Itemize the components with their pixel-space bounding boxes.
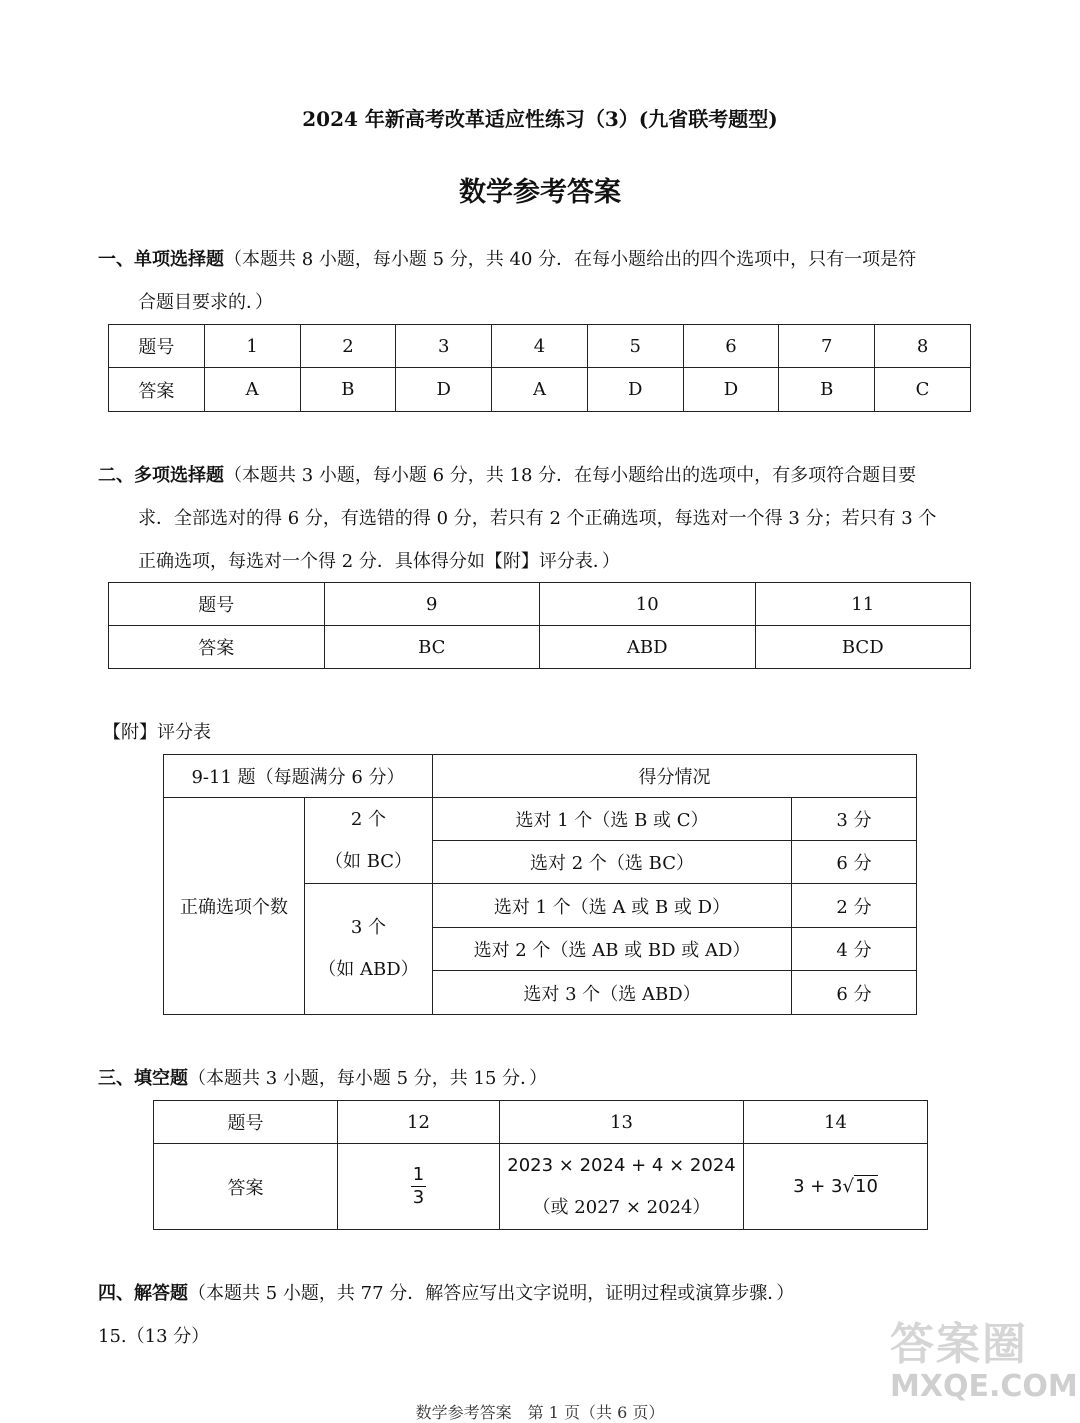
question-number: 11: [755, 583, 971, 626]
fraction-denominator: 3: [412, 1187, 425, 1208]
section2-description: [98, 454, 998, 497]
section4-description: [98, 1272, 998, 1315]
watermark-text: 答案圈: [890, 1319, 1028, 1370]
scoring-group-two-count: 2 个: [350, 808, 387, 830]
section2-desc-line3: 正确选项，每选对一个得 2 分．具体得分如【附】评分表．）: [138, 551, 620, 572]
scoring-case: 选对 1 个（选 A 或 B 或 D）: [433, 884, 792, 928]
section4-desc: （本题共 5 小题，共 77 分．解答应写出文字说明，证明过程或演算步骤．）: [188, 1283, 795, 1304]
question-number: 10: [540, 583, 756, 626]
section1-desc-line2: 合题目要求的．）: [138, 292, 273, 313]
section4-heading: 四、解答题: [98, 1283, 188, 1304]
answer-cell: BC: [324, 626, 540, 669]
appendix-label: 【附】评分表: [103, 722, 211, 743]
question-number: 6: [683, 325, 779, 368]
scoring-points: 3 分: [792, 798, 917, 841]
table-row-label: 答案: [109, 626, 325, 669]
fraction: [411, 1164, 426, 1209]
scoring-points: 4 分: [792, 928, 917, 971]
section1-description: [98, 238, 998, 281]
section2-desc-line2: 求．全部选对的得 6 分，有选错的得 0 分，若只有 2 个正确选项，每选对一个得 3 分；若只有 3 个: [138, 508, 937, 529]
scoring-table: [163, 754, 917, 1015]
question-number: 9: [324, 583, 540, 626]
question-number: 3: [396, 325, 492, 368]
scoring-head-right: 得分情况: [433, 755, 917, 798]
watermark-url: MXQE.COM: [890, 1369, 1078, 1404]
scoring-group-three-example: （如 ABD）: [318, 959, 419, 980]
answer-cell: C: [875, 368, 971, 412]
question-number: 2: [300, 325, 396, 368]
section1-desc-line1: （本题共 8 小题，每小题 5 分，共 40 分．在每小题给出的四个选项中，只有一项是符: [224, 249, 917, 270]
document-title: 2024 年新高考改革适应性练习（3）(九省联考题型): [302, 107, 778, 131]
sqrt-sign: √: [842, 1176, 854, 1197]
answer-cell: D: [587, 368, 683, 412]
scoring-case: 选对 3 个（选 ABD）: [433, 971, 792, 1015]
question-number: 4: [492, 325, 588, 368]
section3-desc: （本题共 3 小题，每小题 5 分，共 15 分．）: [188, 1068, 548, 1089]
answer-14: [744, 1144, 928, 1230]
scoring-group-three: [305, 884, 433, 1015]
fraction-numerator: 1: [412, 1164, 425, 1185]
question-number: 8: [875, 325, 971, 368]
scoring-group-two: [305, 798, 433, 884]
answer-cell: D: [396, 368, 492, 412]
scoring-head-left: 9-11 题（每题满分 6 分）: [164, 755, 433, 798]
sqrt-radicand: 10: [855, 1176, 878, 1197]
question-number: 12: [338, 1101, 500, 1144]
table-row-label: 答案: [109, 368, 205, 412]
section1-answer-table: [108, 324, 971, 412]
answer-cell: D: [683, 368, 779, 412]
scoring-points: 6 分: [792, 841, 917, 884]
question-number: 7: [779, 325, 875, 368]
table-row-label: 答案: [154, 1144, 338, 1230]
answer-cell: B: [300, 368, 396, 412]
question-number: 5: [587, 325, 683, 368]
question-number: 13: [500, 1101, 744, 1144]
scoring-points: 2 分: [792, 884, 917, 928]
section2-desc-line1: （本题共 3 小题，每小题 6 分，共 18 分．在每小题给出的选项中，有多项符合题目要: [224, 465, 917, 486]
answer-14-expression: [793, 1175, 878, 1197]
section2-answer-table: [108, 582, 971, 669]
section3-description: [98, 1057, 998, 1100]
page-footer: 数学参考答案 第 1 页（共 6 页）: [415, 1403, 665, 1422]
scoring-case: 选对 2 个（选 BC）: [433, 841, 792, 884]
answer-cell: A: [204, 368, 300, 412]
table-row-label: 题号: [154, 1101, 338, 1144]
answer-cell: B: [779, 368, 875, 412]
question-15-label: 15.（13 分）: [98, 1326, 210, 1347]
section3-heading: 三、填空题: [98, 1068, 188, 1089]
answer-13-expression: 2023 × 2024 + 4 × 2024: [507, 1154, 736, 1176]
section3-answer-table: [153, 1100, 928, 1230]
answer-13-alternative: （或 2027 × 2024）: [532, 1196, 711, 1218]
answer-cell: A: [492, 368, 588, 412]
section1-heading: 一、单项选择题: [98, 249, 224, 270]
watermark-logo: [890, 1308, 1078, 1404]
answer-13: [500, 1144, 744, 1230]
scoring-group-two-example: （如 BC）: [324, 850, 413, 872]
question-number: 1: [204, 325, 300, 368]
section2-heading: 二、多项选择题: [98, 465, 224, 486]
question-number: 14: [744, 1101, 928, 1144]
table-row-label: 题号: [109, 325, 205, 368]
answer-cell: BCD: [755, 626, 971, 669]
scoring-case: 选对 1 个（选 B 或 C）: [433, 798, 792, 841]
scoring-row-label: 正确选项个数: [164, 798, 305, 1015]
document-subtitle: 数学参考答案: [459, 177, 621, 208]
scoring-group-three-count: 3 个: [350, 917, 387, 938]
scoring-case: 选对 2 个（选 AB 或 BD 或 AD）: [433, 928, 792, 971]
table-row-label: 题号: [109, 583, 325, 626]
answer-cell: ABD: [540, 626, 756, 669]
answer-14-prefix: 3 + 3: [793, 1176, 843, 1197]
scoring-points: 6 分: [792, 971, 917, 1015]
answer-12: [338, 1144, 500, 1230]
